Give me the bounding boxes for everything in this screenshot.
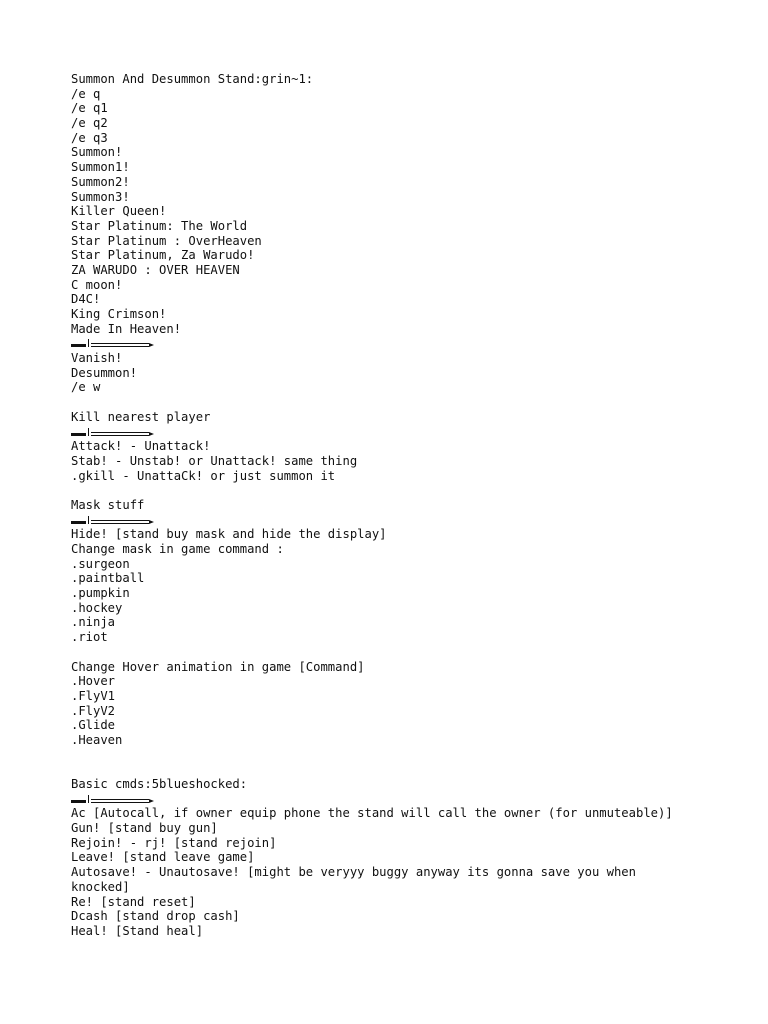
- text-line: Change mask in game command :: [71, 542, 284, 556]
- blank-line: [71, 483, 711, 498]
- text-line: Summon1!: [71, 160, 130, 175]
- text-line: .surgeon: [71, 556, 130, 571]
- text-line: Hide! [stand buy mask and hide the display]: [71, 527, 387, 542]
- divider-part: [71, 800, 86, 803]
- text-line: /e q: [71, 86, 101, 101]
- text-line: .Glide: [71, 718, 116, 733]
- divider-part: [91, 523, 149, 524]
- divider-part: [71, 521, 86, 524]
- divider-part: [88, 339, 89, 347]
- text-line: Basic cmds:5blueshocked:: [71, 777, 248, 791]
- sword-divider-icon: [71, 513, 711, 528]
- divider-part: [71, 433, 86, 436]
- text-line: .gkill - UnattaCk! or just summon it: [71, 468, 336, 483]
- text-line: D4C!: [71, 292, 101, 307]
- divider-part: [91, 432, 149, 433]
- divider-part: [91, 799, 149, 800]
- text-line: Autosave! - Unautosave! [might be veryyy buggy anyway its gonna save you when: [71, 865, 636, 880]
- text-line: .riot: [71, 630, 108, 645]
- divider-part: [88, 428, 89, 436]
- text-line: Rejoin! - rj! [stand rejoin]: [71, 835, 277, 850]
- text-line: Summon2!: [71, 174, 130, 189]
- text-line: Kill nearest player: [71, 409, 211, 424]
- text-line: .Heaven: [71, 732, 123, 747]
- divider-part: [88, 795, 89, 803]
- text-line: knocked]: [71, 879, 130, 894]
- text-line: Desummon!: [71, 365, 138, 380]
- divider-part: [91, 520, 149, 521]
- text-line: Heal! [Stand heal]: [71, 923, 204, 938]
- text-line: .FlyV2: [71, 703, 116, 718]
- text-line: Star Platinum : OverHeaven: [71, 233, 262, 248]
- text-line: Vanish!: [71, 351, 123, 366]
- text-line: .hockey: [71, 600, 123, 615]
- blank-line: [71, 748, 711, 763]
- text-line: Ac [Autocall, if owner equip phone the stand will call the owner (for unmuteable)]: [71, 806, 673, 821]
- divider-part: [91, 346, 149, 347]
- text-line: C moon!: [71, 277, 123, 292]
- blank-line: [71, 762, 711, 777]
- text-line: Killer Queen!: [71, 204, 167, 219]
- text-line: .FlyV1: [71, 688, 116, 703]
- divider-part: [71, 344, 86, 347]
- sword-divider-icon: [71, 792, 711, 807]
- text-line: Star Platinum, Za Warudo!: [71, 248, 255, 263]
- text-line: .paintball: [71, 571, 145, 586]
- text-line: ZA WARUDO : OVER HEAVEN: [71, 262, 240, 277]
- text-line: Made In Heaven!: [71, 321, 182, 336]
- text-line: Stab! - Unstab! or Unattack! same thing: [71, 453, 358, 468]
- document-page: [71, 72, 711, 939]
- blank-line: [71, 645, 711, 660]
- divider-part: [149, 520, 154, 524]
- text-line: Star Platinum: The World: [71, 218, 248, 233]
- text-line: Leave! [stand leave game]: [71, 850, 255, 865]
- text-line: Dcash [stand drop cash]: [71, 909, 240, 924]
- text-line: Mask stuff: [71, 497, 145, 512]
- divider-part: [149, 343, 154, 347]
- text-line: /e w: [71, 380, 101, 395]
- divider-part: [91, 343, 149, 344]
- text-line: /e q3: [71, 130, 108, 145]
- text-line: /e q1: [71, 101, 108, 116]
- text-line: Re! [stand reset]: [71, 894, 196, 909]
- sword-divider-icon: [71, 425, 711, 440]
- text-line: .Hover: [71, 674, 116, 689]
- divider-part: [149, 432, 154, 436]
- text-line: King Crimson!: [71, 307, 167, 321]
- divider-part: [91, 802, 149, 803]
- divider-part: [88, 516, 89, 524]
- text-line: Attack! - Unattack!: [71, 439, 211, 454]
- sword-divider-icon: [71, 336, 711, 351]
- text-line: .ninja: [71, 615, 116, 630]
- text-line: Summon And Desummon Stand:grin~1:: [71, 72, 314, 86]
- text-line: /e q2: [71, 116, 108, 131]
- text-line: Gun! [stand buy gun]: [71, 821, 218, 836]
- text-line: .pumpkin: [71, 586, 130, 601]
- text-line: Summon!: [71, 145, 123, 160]
- divider-part: [91, 435, 149, 436]
- blank-line: [71, 395, 711, 410]
- text-line: Summon3!: [71, 189, 130, 204]
- divider-part: [149, 799, 154, 803]
- text-line: Change Hover animation in game [Command]: [71, 659, 365, 674]
